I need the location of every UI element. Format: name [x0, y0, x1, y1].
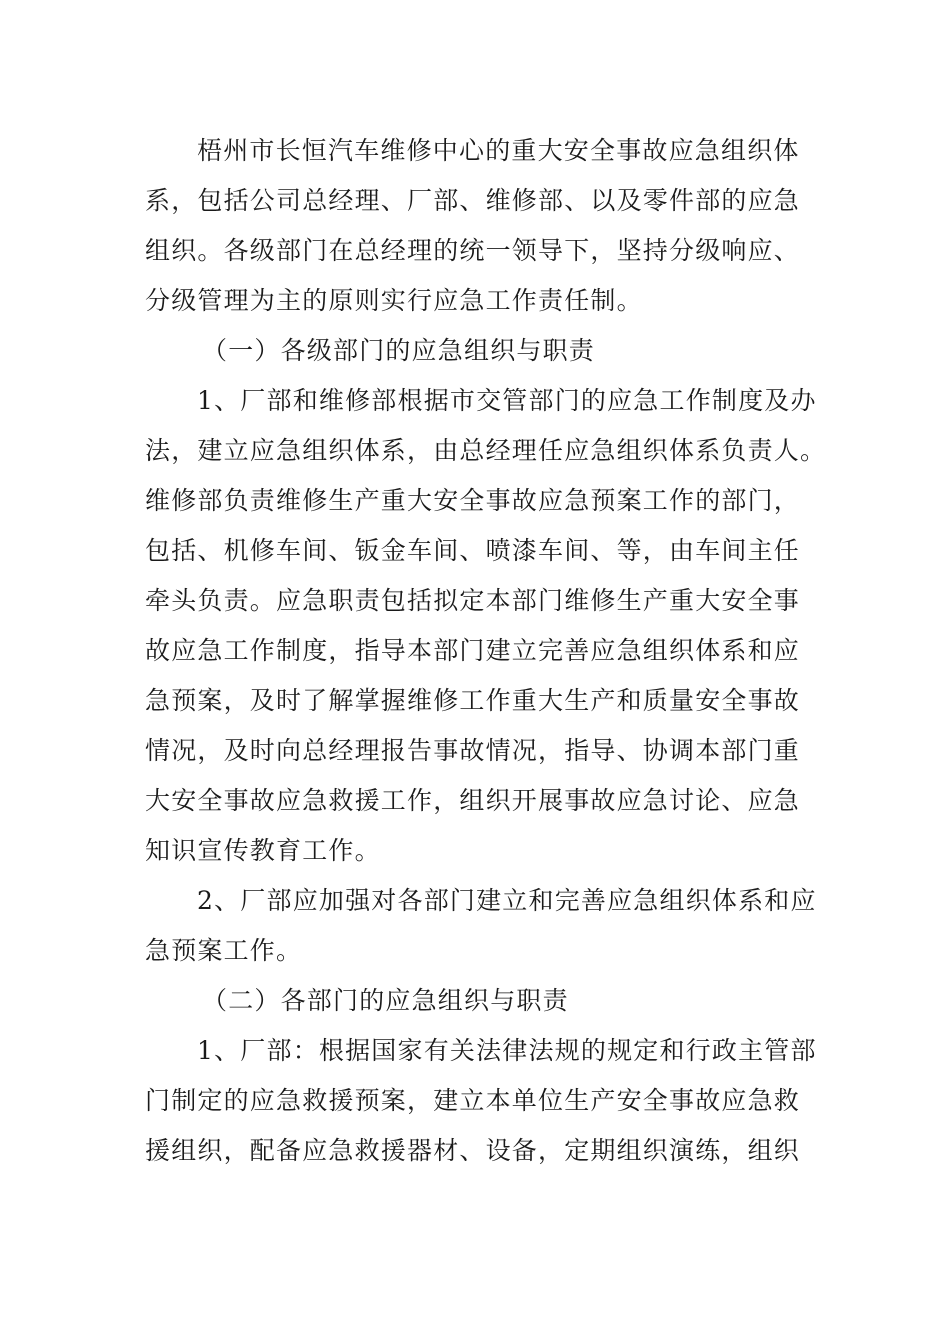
paragraph-line: 援组织，配备应急救援器材、设备，定期组织演练，组织: [145, 1136, 801, 1165]
paragraph-line: 法，建立应急组织体系，由总经理任应急组织体系负责人。: [145, 436, 827, 465]
paragraph-line: 系，包括公司总经理、厂部、维修部、以及零件部的应急: [145, 186, 801, 215]
paragraph-line: 2、厂部应加强对各部门建立和完善应急组织体系和应: [197, 886, 817, 915]
paragraph-line: 1、厂部和维修部根据市交管部门的应急工作制度及办: [197, 386, 817, 415]
body-text: [145, 126, 827, 1176]
paragraph-line: 包括、机修车间、钣金车间、喷漆车间、等，由车间主任: [145, 536, 801, 565]
paragraph-line: 维修部负责维修生产重大安全事故应急预案工作的部门，: [145, 486, 801, 515]
section-heading: （二）各部门的应急组织与职责: [202, 986, 569, 1015]
paragraph-line: 知识宣传教育工作。: [145, 836, 381, 865]
paragraph-line: 牵头负责。应急职责包括拟定本部门维修生产重大安全事: [145, 586, 801, 615]
paragraph-line: 急预案工作。: [145, 936, 303, 965]
paragraph-line: 故应急工作制度，指导本部门建立完善应急组织体系和应: [145, 636, 801, 665]
paragraph-line: 梧州市长恒汽车维修中心的重大安全事故应急组织体: [197, 136, 800, 165]
paragraph-line: 分级管理为主的原则实行应急工作责任制。: [145, 286, 643, 315]
paragraph-line: 门制定的应急救援预案，建立本单位生产安全事故应急救: [145, 1086, 801, 1115]
paragraph-line: 大安全事故应急救援工作，组织开展事故应急讨论、应急: [145, 786, 801, 815]
paragraph-line: 1、厂部：根据国家有关法律法规的规定和行政主管部: [197, 1036, 817, 1065]
paragraph-line: 情况，及时向总经理报告事故情况，指导、协调本部门重: [145, 736, 801, 765]
paragraph-line: 急预案，及时了解掌握维修工作重大生产和质量安全事故: [145, 686, 801, 715]
section-heading: （一）各级部门的应急组织与职责: [202, 336, 596, 365]
paragraph-line: 组织。各级部门在总经理的统一领导下，坚持分级响应、: [145, 236, 801, 265]
